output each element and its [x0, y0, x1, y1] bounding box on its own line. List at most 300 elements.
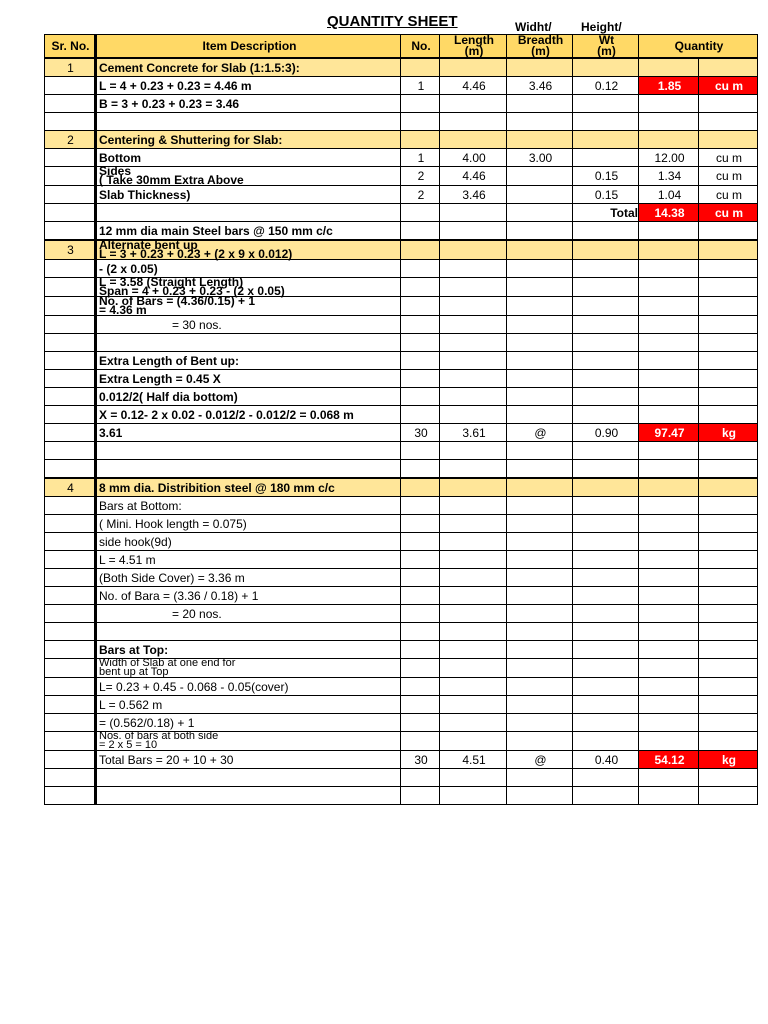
- table-row: [45, 769, 758, 787]
- quantity-cell: [639, 587, 699, 605]
- description-cell: [96, 769, 401, 787]
- description-cell: Bottom: [96, 149, 401, 167]
- sheet-title: QUANTITY SHEET: [327, 13, 458, 30]
- no-cell: [401, 316, 440, 334]
- height-cell: [573, 131, 639, 149]
- height-cell: [573, 149, 639, 167]
- quantity-cell: [639, 569, 699, 587]
- no-cell: [401, 95, 440, 113]
- height-cell: [573, 352, 639, 370]
- no-cell: [401, 478, 440, 497]
- description-cell: [96, 787, 401, 805]
- sr-cell: [45, 714, 96, 732]
- length-cell: [440, 297, 507, 316]
- table-row: [45, 787, 758, 805]
- sr-cell: 3: [45, 240, 96, 260]
- sr-cell: [45, 551, 96, 569]
- sr-cell: [45, 95, 96, 113]
- unit-cell: kg: [699, 424, 758, 442]
- length-cell: [440, 406, 507, 424]
- unit-cell: [699, 58, 758, 77]
- width-cell: [507, 316, 573, 334]
- description-cell: L = 3.58 (Straight Length) Span = 4 + 0.23 + 0.23 - (2 x 0.05): [96, 278, 401, 297]
- table-row: [45, 316, 758, 334]
- unit-cell: [699, 587, 758, 605]
- length-cell: [440, 442, 507, 460]
- description-cell: Extra Length = 0.45 X: [96, 370, 401, 388]
- description-cell: Bars at Top:: [96, 641, 401, 659]
- no-cell: [401, 787, 440, 805]
- height-cell: [573, 334, 639, 352]
- unit-cell: cu m: [699, 186, 758, 204]
- width-cell: 3.00: [507, 149, 573, 167]
- sr-cell: [45, 587, 96, 605]
- no-cell: [401, 58, 440, 77]
- sr-cell: [45, 113, 96, 131]
- width-cell: [507, 95, 573, 113]
- width-cell: [507, 460, 573, 479]
- height-cell: [573, 95, 639, 113]
- quantity-cell: 1.34: [639, 167, 699, 186]
- width-cell: [507, 623, 573, 641]
- sr-cell: [45, 406, 96, 424]
- unit-cell: [699, 605, 758, 623]
- length-cell: [440, 515, 507, 533]
- unit-cell: [699, 370, 758, 388]
- quantity-cell: 12.00: [639, 149, 699, 167]
- description-cell: 12 mm dia main Steel bars @ 150 mm c/c: [96, 222, 401, 241]
- quantity-cell: [639, 478, 699, 497]
- no-cell: [401, 769, 440, 787]
- no-cell: 2: [401, 167, 440, 186]
- no-cell: [401, 240, 440, 260]
- width-cell: [507, 769, 573, 787]
- width-cell: [507, 497, 573, 515]
- height-cell: [573, 696, 639, 714]
- sr-cell: [45, 149, 96, 167]
- height-cell: [573, 659, 639, 678]
- height-cell: [573, 641, 639, 659]
- no-cell: [401, 222, 440, 241]
- length-cell: [440, 569, 507, 587]
- description-cell: - (2 x 0.05): [96, 260, 401, 278]
- length-cell: [440, 696, 507, 714]
- height-cell: [573, 732, 639, 751]
- quantity-cell: [639, 370, 699, 388]
- unit-cell: [699, 316, 758, 334]
- table-row: [45, 515, 758, 533]
- quantity-cell: 1.04: [639, 186, 699, 204]
- description-cell: [96, 623, 401, 641]
- header-row: [45, 35, 758, 59]
- height-cell: [573, 388, 639, 406]
- length-cell: 4.46: [440, 77, 507, 95]
- quantity-cell: [639, 58, 699, 77]
- no-cell: [401, 406, 440, 424]
- quantity-cell: [639, 787, 699, 805]
- unit-cell: [699, 769, 758, 787]
- sr-cell: [45, 334, 96, 352]
- no-cell: [401, 551, 440, 569]
- height-cell: [573, 260, 639, 278]
- unit-cell: [699, 659, 758, 678]
- length-cell: [440, 370, 507, 388]
- height-cell: [573, 497, 639, 515]
- length-cell: [440, 388, 507, 406]
- unit-cell: [699, 260, 758, 278]
- quantity-cell: [639, 240, 699, 260]
- length-cell: [440, 551, 507, 569]
- table-row: [45, 587, 758, 605]
- description-cell: = 30 nos.: [96, 316, 401, 334]
- sr-cell: [45, 515, 96, 533]
- description-cell: B = 3 + 0.23 + 0.23 = 3.46: [96, 95, 401, 113]
- width-cell: @: [507, 751, 573, 769]
- description-cell: L = 4.51 m: [96, 551, 401, 569]
- width-cell: [507, 204, 573, 222]
- description-cell: Slab Thickness): [96, 186, 401, 204]
- table-row: [45, 551, 758, 569]
- no-cell: [401, 587, 440, 605]
- unit-cell: [699, 623, 758, 641]
- description-header: Item Description: [96, 35, 401, 59]
- unit-cell: [699, 460, 758, 479]
- sr-cell: [45, 533, 96, 551]
- unit-cell: [699, 551, 758, 569]
- unit-cell: [699, 222, 758, 241]
- no-header: No.: [401, 35, 440, 59]
- unit-cell: [699, 641, 758, 659]
- sr-cell: [45, 424, 96, 442]
- no-cell: [401, 442, 440, 460]
- unit-cell: [699, 278, 758, 297]
- width-cell: [507, 278, 573, 297]
- table-row: [45, 95, 758, 113]
- length-cell: [440, 460, 507, 479]
- height-cell: [573, 460, 639, 479]
- height-header: Wt (m): [573, 35, 639, 59]
- quantity-header: Quantity: [639, 35, 758, 59]
- table-row: [45, 352, 758, 370]
- table-row: [45, 149, 758, 167]
- height-cell: [573, 316, 639, 334]
- width-cell: [507, 787, 573, 805]
- unit-cell: [699, 533, 758, 551]
- length-cell: [440, 714, 507, 732]
- width-cell: [507, 515, 573, 533]
- sr-cell: [45, 442, 96, 460]
- length-cell: [440, 240, 507, 260]
- height-cell: [573, 370, 639, 388]
- height-cell: [573, 769, 639, 787]
- description-cell: (Both Side Cover) = 3.36 m: [96, 569, 401, 587]
- quantity-cell: [639, 388, 699, 406]
- no-cell: [401, 278, 440, 297]
- no-cell: [401, 113, 440, 131]
- no-cell: 2: [401, 186, 440, 204]
- unit-cell: [699, 113, 758, 131]
- quantity-cell: [639, 769, 699, 787]
- table-row: [45, 442, 758, 460]
- sr-cell: [45, 186, 96, 204]
- length-cell: 3.46: [440, 186, 507, 204]
- quantity-cell: [639, 533, 699, 551]
- description-cell: Width of Slab at one end for bent up at Top: [96, 659, 401, 678]
- quantity-cell: [639, 260, 699, 278]
- description-cell: = 20 nos.: [96, 605, 401, 623]
- description-cell: Centering & Shuttering for Slab:: [96, 131, 401, 149]
- unit-cell: [699, 515, 758, 533]
- length-cell: [440, 222, 507, 241]
- quantity-cell: [639, 732, 699, 751]
- table-row: [45, 696, 758, 714]
- height-cell: [573, 278, 639, 297]
- description-cell: ( Mini. Hook length = 0.075): [96, 515, 401, 533]
- width-cell: [507, 551, 573, 569]
- quantity-cell: [639, 334, 699, 352]
- unit-cell: [699, 95, 758, 113]
- table-row: [45, 204, 758, 222]
- table-row: [45, 751, 758, 769]
- quantity-cell: [639, 95, 699, 113]
- quantity-cell: [639, 316, 699, 334]
- sr-cell: [45, 605, 96, 623]
- unit-cell: kg: [699, 751, 758, 769]
- width-cell: [507, 297, 573, 316]
- height-cell: 0.40: [573, 751, 639, 769]
- length-cell: [440, 623, 507, 641]
- length-cell: 4.00: [440, 149, 507, 167]
- quantity-cell: [639, 497, 699, 515]
- quantity-cell: [639, 714, 699, 732]
- width-cell: [507, 388, 573, 406]
- table-row: [45, 605, 758, 623]
- quantity-cell: [639, 131, 699, 149]
- height-cell: [573, 113, 639, 131]
- length-cell: [440, 678, 507, 696]
- unit-cell: [699, 696, 758, 714]
- sr-cell: [45, 569, 96, 587]
- description-cell: 3.61: [96, 424, 401, 442]
- table-row: [45, 424, 758, 442]
- sr-cell: [45, 316, 96, 334]
- sr-cell: [45, 769, 96, 787]
- sr-cell: 2: [45, 131, 96, 149]
- no-cell: [401, 460, 440, 479]
- quantity-cell: [639, 297, 699, 316]
- quantity-cell: [639, 113, 699, 131]
- length-cell: [440, 533, 507, 551]
- quantity-cell: [639, 678, 699, 696]
- no-cell: [401, 605, 440, 623]
- no-cell: [401, 204, 440, 222]
- sr-cell: [45, 370, 96, 388]
- sr-cell: [45, 659, 96, 678]
- no-cell: 30: [401, 751, 440, 769]
- length-cell: 4.46: [440, 167, 507, 186]
- width-cell: [507, 678, 573, 696]
- sr-cell: [45, 751, 96, 769]
- unit-cell: [699, 352, 758, 370]
- no-cell: [401, 641, 440, 659]
- quantity-cell: [639, 659, 699, 678]
- unit-cell: [699, 131, 758, 149]
- unit-cell: [699, 714, 758, 732]
- width-cell: [507, 240, 573, 260]
- length-cell: [440, 316, 507, 334]
- unit-cell: [699, 240, 758, 260]
- table-row: [45, 732, 758, 751]
- length-cell: [440, 478, 507, 497]
- description-cell: = (0.562/0.18) + 1: [96, 714, 401, 732]
- no-cell: [401, 131, 440, 149]
- sr-cell: [45, 641, 96, 659]
- no-cell: [401, 260, 440, 278]
- width-cell: [507, 714, 573, 732]
- quantity-cell: [639, 696, 699, 714]
- quantity-cell: [639, 222, 699, 241]
- length-cell: [440, 659, 507, 678]
- description-cell: [96, 113, 401, 131]
- table-row: [45, 131, 758, 149]
- length-cell: [440, 587, 507, 605]
- description-cell: L = 4 + 0.23 + 0.23 = 4.46 m: [96, 77, 401, 95]
- description-cell: L = 0.562 m: [96, 696, 401, 714]
- description-cell: No. of Bara = (3.36 / 0.18) + 1: [96, 587, 401, 605]
- width-cell: 3.46: [507, 77, 573, 95]
- quantity-cell: [639, 515, 699, 533]
- description-cell: [96, 334, 401, 352]
- description-cell: No. of Bars = (4.36/0.15) + 1 = 4.36 m: [96, 297, 401, 316]
- width-cell: [507, 533, 573, 551]
- height-cell: [573, 623, 639, 641]
- quantity-cell: 97.47: [639, 424, 699, 442]
- height-cell: [573, 240, 639, 260]
- no-cell: [401, 533, 440, 551]
- height-cell: [573, 678, 639, 696]
- description-cell: side hook(9d): [96, 533, 401, 551]
- length-cell: 3.61: [440, 424, 507, 442]
- sr-cell: [45, 460, 96, 479]
- unit-cell: [699, 388, 758, 406]
- length-cell: [440, 605, 507, 623]
- no-cell: [401, 714, 440, 732]
- height-cell: [573, 587, 639, 605]
- sr-cell: [45, 787, 96, 805]
- height-cell: 0.90: [573, 424, 639, 442]
- length-cell: 4.51: [440, 751, 507, 769]
- length-cell: [440, 131, 507, 149]
- description-cell: [96, 460, 401, 479]
- unit-cell: [699, 569, 758, 587]
- description-cell: Sides ( Take 30mm Extra Above: [96, 167, 401, 186]
- width-cell: [507, 732, 573, 751]
- quantity-cell: [639, 406, 699, 424]
- sr-cell: [45, 77, 96, 95]
- table-row: [45, 388, 758, 406]
- width-cell: [507, 442, 573, 460]
- length-cell: [440, 113, 507, 131]
- height-cell: 0.12: [573, 77, 639, 95]
- table-row: [45, 77, 758, 95]
- sr-cell: [45, 497, 96, 515]
- width-cell: [507, 113, 573, 131]
- description-cell: Bars at Bottom:: [96, 497, 401, 515]
- width-cell: [507, 478, 573, 497]
- length-header: Length (m): [440, 35, 507, 59]
- quantity-cell: 14.38: [639, 204, 699, 222]
- width-cell: [507, 260, 573, 278]
- table-row: [45, 406, 758, 424]
- length-cell: [440, 260, 507, 278]
- table-row: [45, 58, 758, 77]
- quantity-cell: [639, 278, 699, 297]
- no-cell: [401, 623, 440, 641]
- height-cell: Total: [573, 204, 639, 222]
- width-cell: [507, 696, 573, 714]
- sr-cell: [45, 732, 96, 751]
- table-row: [45, 678, 758, 696]
- no-cell: 30: [401, 424, 440, 442]
- quantity-cell: [639, 605, 699, 623]
- description-cell: L= 0.23 + 0.45 - 0.068 - 0.05(cover): [96, 678, 401, 696]
- description-cell: 0.012/2( Half dia bottom): [96, 388, 401, 406]
- quantity-cell: 1.85: [639, 77, 699, 95]
- no-cell: [401, 732, 440, 751]
- sr-cell: [45, 352, 96, 370]
- description-cell: Cement Concrete for Slab (1:1.5:3):: [96, 58, 401, 77]
- no-cell: [401, 569, 440, 587]
- quantity-cell: 54.12: [639, 751, 699, 769]
- width-cell: @: [507, 424, 573, 442]
- height-cell: [573, 515, 639, 533]
- table-row: [45, 186, 758, 204]
- height-cell: [573, 569, 639, 587]
- width-cell: [507, 352, 573, 370]
- table-row: [45, 113, 758, 131]
- table-row: [45, 533, 758, 551]
- unit-cell: [699, 406, 758, 424]
- height-cell: [573, 551, 639, 569]
- unit-cell: [699, 442, 758, 460]
- no-cell: [401, 370, 440, 388]
- length-cell: [440, 497, 507, 515]
- no-cell: [401, 334, 440, 352]
- no-cell: 1: [401, 149, 440, 167]
- no-cell: [401, 352, 440, 370]
- sr-cell: [45, 167, 96, 186]
- length-cell: [440, 278, 507, 297]
- no-cell: [401, 388, 440, 406]
- unit-cell: [699, 497, 758, 515]
- sr-cell: [45, 222, 96, 241]
- table-row: [45, 478, 758, 497]
- height-cell: [573, 406, 639, 424]
- table-row: [45, 370, 758, 388]
- unit-cell: cu m: [699, 77, 758, 95]
- width-cell: [507, 587, 573, 605]
- unit-cell: cu m: [699, 149, 758, 167]
- quantity-cell: [639, 623, 699, 641]
- height-header-top: Height/: [581, 20, 622, 34]
- unit-cell: cu m: [699, 204, 758, 222]
- table-row: [45, 240, 758, 260]
- quantity-cell: [639, 551, 699, 569]
- description-cell: X = 0.12- 2 x 0.02 - 0.012/2 - 0.012/2 = 0.068 m: [96, 406, 401, 424]
- width-cell: [507, 370, 573, 388]
- table-row: [45, 659, 758, 678]
- height-cell: [573, 787, 639, 805]
